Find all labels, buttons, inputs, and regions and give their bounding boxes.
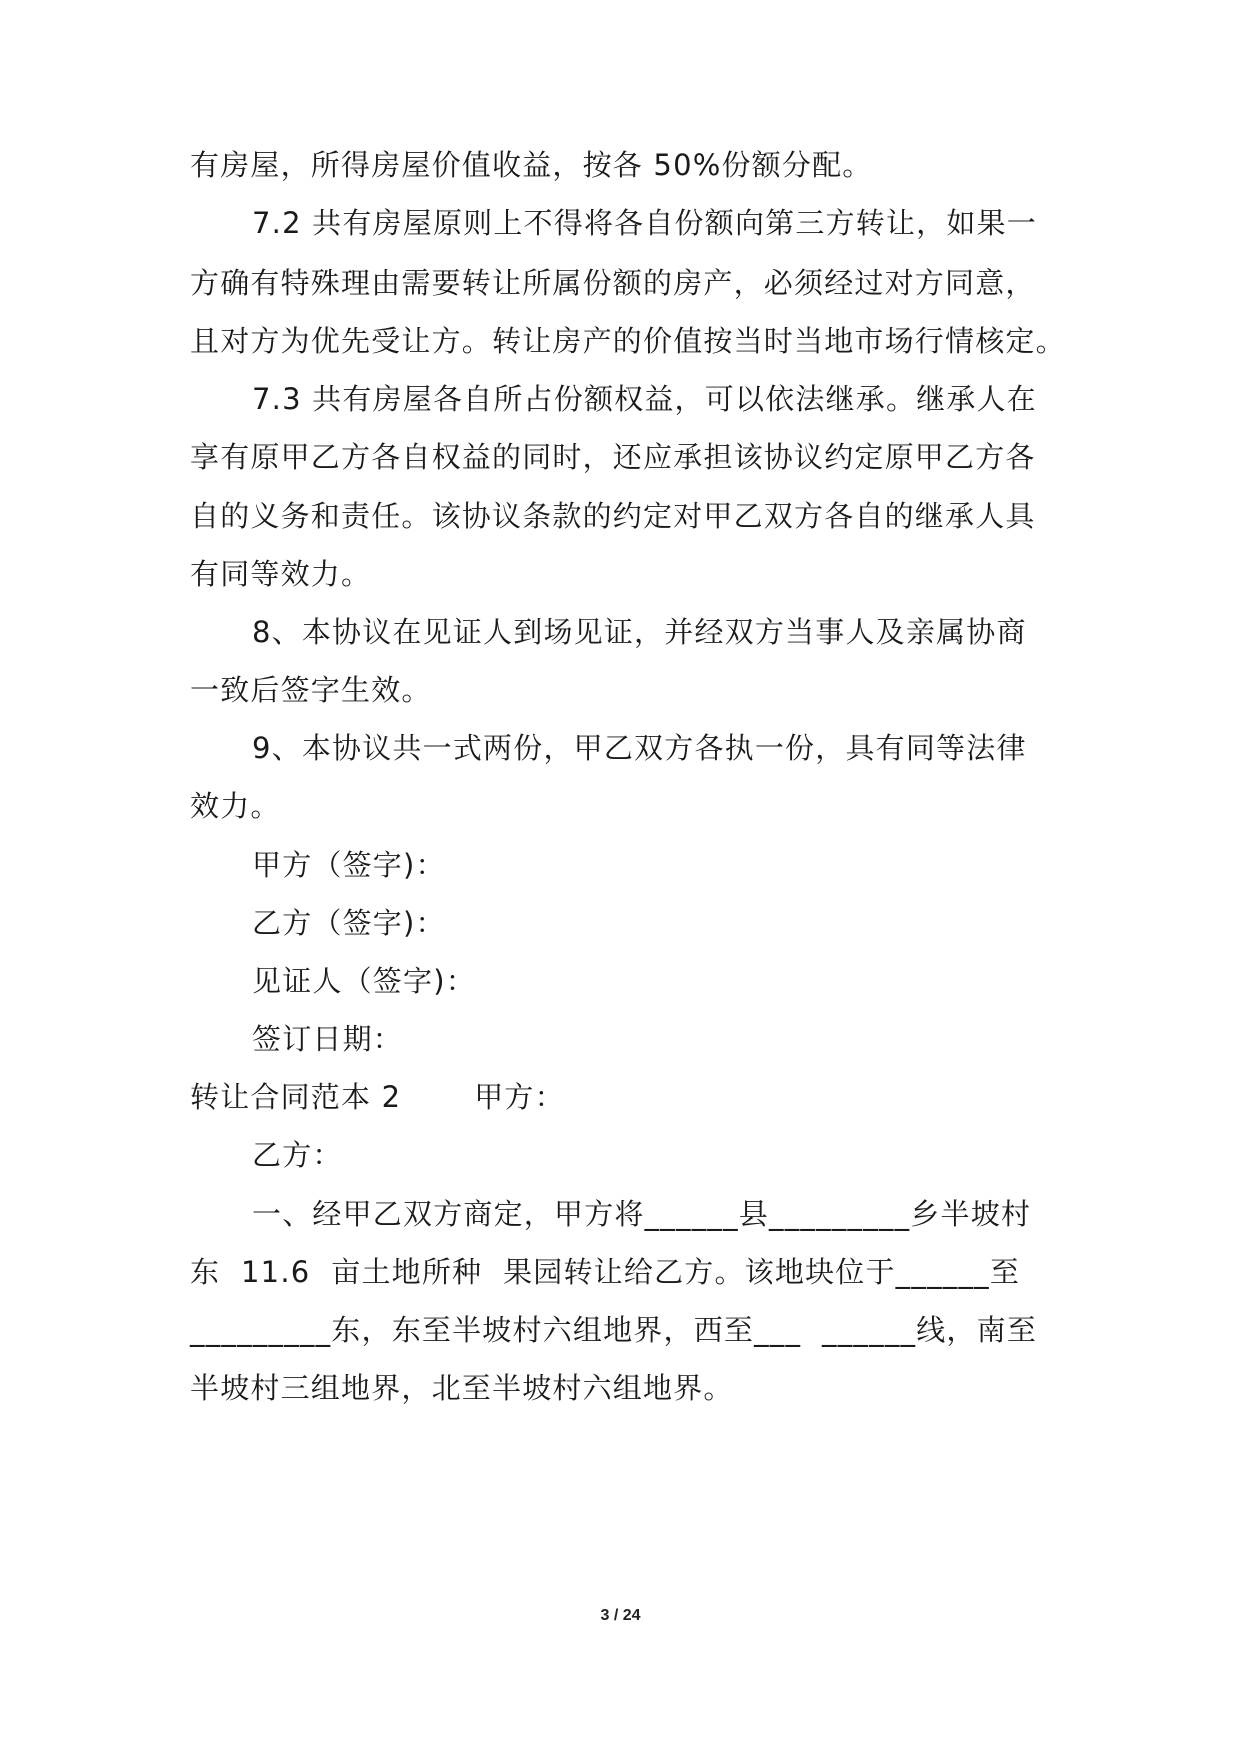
signature-party-b: 乙方（签字)：	[252, 906, 446, 940]
text-line: 效力。	[190, 789, 281, 823]
text-line: 9、本协议共一式两份，甲乙双方各执一份，具有同等法律	[252, 731, 1027, 765]
signature-witness: 见证人（签字)：	[252, 964, 476, 998]
text-line: 一、经甲乙双方商定，甲方将______县_________乡半坡村	[252, 1197, 1032, 1231]
text-line: 半坡村三组地界，北至半坡村六组地界。	[190, 1371, 734, 1405]
text-line: 享有原甲乙方各自权益的同时，还应承担该协议约定原甲乙方各	[190, 440, 1036, 474]
text-line: 且对方为优先受让方。转让房产的价值按当时当地市场行情核定。	[190, 324, 1066, 358]
text-line: 有房屋，所得房屋价值收益，按各 50%份额分配。	[190, 148, 873, 182]
text-line: 7.3 共有房屋各自所占份额权益，可以依法继承。继承人在	[252, 382, 1037, 416]
text-line: _________东，东至半坡村六组地界，西至___ ______线，南至	[190, 1313, 1038, 1347]
text-line: 方确有特殊理由需要转让所属份额的房产，必须经过对方同意，	[190, 266, 1036, 300]
text-line: 8、本协议在见证人到场见证，并经双方当事人及亲属协商	[252, 615, 1027, 649]
text-line: 一致后签字生效。	[190, 673, 432, 707]
text-line: 7.2 共有房屋原则上不得将各自份额向第三方转让，如果一	[252, 206, 1037, 240]
page-number: 3 / 24	[600, 1607, 641, 1624]
text-line: 自的义务和责任。该协议条款的约定对甲乙双方各自的继承人具	[190, 499, 1036, 533]
text-line: 有同等效力。	[190, 557, 372, 591]
text-line: 东 11.6 亩土地所种 果园转让给乙方。该地块位于______至	[190, 1255, 1021, 1289]
signature-date: 签订日期：	[252, 1022, 404, 1056]
text-line: 乙方：	[252, 1138, 343, 1172]
section-heading: 转让合同范本 2 甲方：	[190, 1080, 565, 1114]
signature-party-a: 甲方（签字)：	[252, 848, 446, 882]
